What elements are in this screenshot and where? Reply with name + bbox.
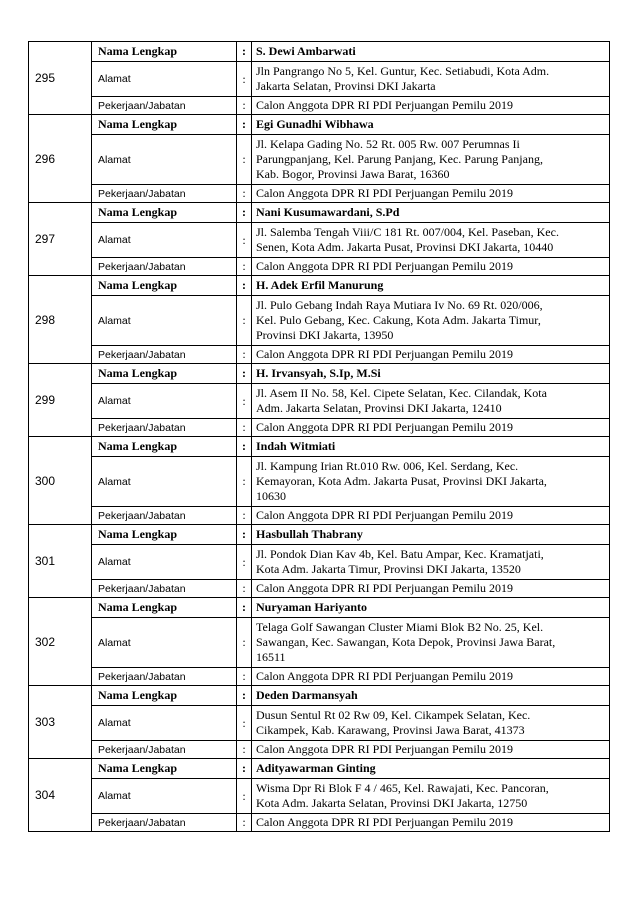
job-label: Pekerjaan/Jabatan xyxy=(92,97,237,115)
record-job-row xyxy=(29,814,610,832)
address-label: Alamat xyxy=(92,384,237,419)
record-job-row xyxy=(29,346,610,364)
address-label: Alamat xyxy=(92,545,237,580)
address-line: Kota Adm. Jakarta Selatan, Provinsi DKI Jakarta, 12750 xyxy=(256,796,528,810)
job-value: Calon Anggota DPR RI PDI Perjuangan Pemilu 2019 xyxy=(252,97,610,115)
name-label: Nama Lengkap xyxy=(92,437,237,457)
full-name-value: Adityawarman Ginting xyxy=(252,759,610,779)
address-line: Adm. Jakarta Selatan, Provinsi DKI Jakarta, 12410 xyxy=(256,401,502,415)
record-address-row xyxy=(29,62,610,97)
address-value xyxy=(252,62,610,97)
record-name-row xyxy=(29,115,610,135)
record-number: 299 xyxy=(29,364,92,437)
record-job-row xyxy=(29,97,610,115)
address-line: Wisma Dpr Ri Blok F 4 / 465, Kel. Rawajati, Kec. Pancoran, xyxy=(256,781,549,795)
colon-separator: : xyxy=(237,419,252,437)
address-label: Alamat xyxy=(92,62,237,97)
job-value: Calon Anggota DPR RI PDI Perjuangan Pemilu 2019 xyxy=(252,185,610,203)
job-value: Calon Anggota DPR RI PDI Perjuangan Pemilu 2019 xyxy=(252,507,610,525)
record-number: 298 xyxy=(29,276,92,364)
colon-separator: : xyxy=(237,276,252,296)
colon-separator: : xyxy=(237,364,252,384)
colon-separator: : xyxy=(237,686,252,706)
record-number: 297 xyxy=(29,203,92,276)
colon-separator: : xyxy=(237,814,252,832)
colon-separator: : xyxy=(237,759,252,779)
colon-separator: : xyxy=(237,115,252,135)
job-label: Pekerjaan/Jabatan xyxy=(92,580,237,598)
record-name-row xyxy=(29,686,610,706)
address-line: Jl. Kampung Irian Rt.010 Rw. 006, Kel. Serdang, Kec. xyxy=(256,459,519,473)
record-job-row xyxy=(29,580,610,598)
job-value: Calon Anggota DPR RI PDI Perjuangan Pemilu 2019 xyxy=(252,258,610,276)
record-job-row xyxy=(29,668,610,686)
colon-separator: : xyxy=(237,42,252,62)
colon-separator: : xyxy=(237,507,252,525)
address-line: Jl. Salemba Tengah Viii/C 181 Rt. 007/004, Kel. Paseban, Kec. xyxy=(256,225,559,239)
record-address-row xyxy=(29,296,610,346)
colon-separator: : xyxy=(237,668,252,686)
name-label: Nama Lengkap xyxy=(92,525,237,545)
record-address-row xyxy=(29,457,610,507)
record-address-row xyxy=(29,135,610,185)
full-name-value: H. Adek Erfil Manurung xyxy=(252,276,610,296)
address-label: Alamat xyxy=(92,779,237,814)
address-value xyxy=(252,618,610,668)
address-label: Alamat xyxy=(92,457,237,507)
address-line: Jl. Pondok Dian Kav 4b, Kel. Batu Ampar, Kec. Kramatjati, xyxy=(256,547,544,561)
job-label: Pekerjaan/Jabatan xyxy=(92,258,237,276)
address-value xyxy=(252,296,610,346)
record-address-row xyxy=(29,223,610,258)
name-label: Nama Lengkap xyxy=(92,42,237,62)
full-name-value: Egi Gunadhi Wibhawa xyxy=(252,115,610,135)
job-value: Calon Anggota DPR RI PDI Perjuangan Pemilu 2019 xyxy=(252,419,610,437)
job-label: Pekerjaan/Jabatan xyxy=(92,741,237,759)
colon-separator: : xyxy=(237,741,252,759)
name-label: Nama Lengkap xyxy=(92,203,237,223)
address-line: Telaga Golf Sawangan Cluster Miami Blok B2 No. 25, Kel. xyxy=(256,620,544,634)
record-number: 303 xyxy=(29,686,92,759)
colon-separator: : xyxy=(237,62,252,97)
address-value xyxy=(252,135,610,185)
name-label: Nama Lengkap xyxy=(92,364,237,384)
address-label: Alamat xyxy=(92,223,237,258)
record-number: 295 xyxy=(29,42,92,115)
record-name-row xyxy=(29,364,610,384)
record-number: 300 xyxy=(29,437,92,525)
record-name-row xyxy=(29,525,610,545)
colon-separator: : xyxy=(237,706,252,741)
record-name-row xyxy=(29,598,610,618)
record-number: 296 xyxy=(29,115,92,203)
record-address-row xyxy=(29,545,610,580)
address-line: Sawangan, Kec. Sawangan, Kota Depok, Provinsi Jawa Barat, xyxy=(256,635,556,649)
address-line: Dusun Sentul Rt 02 Rw 09, Kel. Cikampek Selatan, Kec. xyxy=(256,708,531,722)
colon-separator: : xyxy=(237,346,252,364)
candidate-table xyxy=(28,41,610,832)
colon-separator: : xyxy=(237,97,252,115)
address-line: Parungpanjang, Kel. Parung Panjang, Kec. Parung Panjang, xyxy=(256,152,543,166)
address-line: Jln Pangrango No 5, Kel. Guntur, Kec. Setiabudi, Kota Adm. xyxy=(256,64,550,78)
record-address-row xyxy=(29,706,610,741)
colon-separator: : xyxy=(237,185,252,203)
address-line: Kel. Pulo Gebang, Kec. Cakung, Kota Adm. Jakarta Timur, xyxy=(256,313,541,327)
address-label: Alamat xyxy=(92,135,237,185)
job-label: Pekerjaan/Jabatan xyxy=(92,668,237,686)
candidate-table-body xyxy=(29,42,610,832)
name-label: Nama Lengkap xyxy=(92,686,237,706)
colon-separator: : xyxy=(237,779,252,814)
name-label: Nama Lengkap xyxy=(92,598,237,618)
address-line: 10630 xyxy=(256,489,286,503)
colon-separator: : xyxy=(237,618,252,668)
full-name-value: Deden Darmansyah xyxy=(252,686,610,706)
address-line: Provinsi DKI Jakarta, 13950 xyxy=(256,328,394,342)
address-label: Alamat xyxy=(92,618,237,668)
address-value xyxy=(252,457,610,507)
colon-separator: : xyxy=(237,525,252,545)
colon-separator: : xyxy=(237,203,252,223)
record-job-row xyxy=(29,185,610,203)
colon-separator: : xyxy=(237,296,252,346)
job-label: Pekerjaan/Jabatan xyxy=(92,814,237,832)
address-line: Kota Adm. Jakarta Timur, Provinsi DKI Jakarta, 13520 xyxy=(256,562,521,576)
record-name-row xyxy=(29,276,610,296)
job-value: Calon Anggota DPR RI PDI Perjuangan Pemilu 2019 xyxy=(252,580,610,598)
colon-separator: : xyxy=(237,258,252,276)
record-job-row xyxy=(29,258,610,276)
record-number: 304 xyxy=(29,759,92,832)
document-page xyxy=(28,41,610,832)
record-name-row xyxy=(29,203,610,223)
address-label: Alamat xyxy=(92,296,237,346)
record-address-row xyxy=(29,618,610,668)
full-name-value: H. Irvansyah, S.Ip, M.Si xyxy=(252,364,610,384)
address-line: Jl. Asem II No. 58, Kel. Cipete Selatan, Kec. Cilandak, Kota xyxy=(256,386,547,400)
address-line: Jakarta Selatan, Provinsi DKI Jakarta xyxy=(256,79,436,93)
colon-separator: : xyxy=(237,580,252,598)
colon-separator: : xyxy=(237,223,252,258)
name-label: Nama Lengkap xyxy=(92,276,237,296)
address-label: Alamat xyxy=(92,706,237,741)
full-name-value: Hasbullah Thabrany xyxy=(252,525,610,545)
full-name-value: Nuryaman Hariyanto xyxy=(252,598,610,618)
address-line: Kab. Bogor, Provinsi Jawa Barat, 16360 xyxy=(256,167,450,181)
full-name-value: S. Dewi Ambarwati xyxy=(252,42,610,62)
job-label: Pekerjaan/Jabatan xyxy=(92,346,237,364)
record-number: 302 xyxy=(29,598,92,686)
name-label: Nama Lengkap xyxy=(92,115,237,135)
colon-separator: : xyxy=(237,384,252,419)
colon-separator: : xyxy=(237,598,252,618)
address-line: Senen, Kota Adm. Jakarta Pusat, Provinsi DKI Jakarta, 10440 xyxy=(256,240,554,254)
job-value: Calon Anggota DPR RI PDI Perjuangan Pemilu 2019 xyxy=(252,741,610,759)
job-value: Calon Anggota DPR RI PDI Perjuangan Pemilu 2019 xyxy=(252,346,610,364)
colon-separator: : xyxy=(237,437,252,457)
address-line: 16511 xyxy=(256,650,286,664)
full-name-value: Nani Kusumawardani, S.Pd xyxy=(252,203,610,223)
colon-separator: : xyxy=(237,545,252,580)
address-line: Kemayoran, Kota Adm. Jakarta Pusat, Provinsi DKI Jakarta, xyxy=(256,474,547,488)
address-line: Jl. Kelapa Gading No. 52 Rt. 005 Rw. 007 Perumnas Ii xyxy=(256,137,520,151)
job-value: Calon Anggota DPR RI PDI Perjuangan Pemilu 2019 xyxy=(252,668,610,686)
name-label: Nama Lengkap xyxy=(92,759,237,779)
record-address-row xyxy=(29,384,610,419)
address-value xyxy=(252,779,610,814)
job-label: Pekerjaan/Jabatan xyxy=(92,507,237,525)
job-label: Pekerjaan/Jabatan xyxy=(92,419,237,437)
job-label: Pekerjaan/Jabatan xyxy=(92,185,237,203)
record-job-row xyxy=(29,507,610,525)
address-value xyxy=(252,223,610,258)
job-value: Calon Anggota DPR RI PDI Perjuangan Pemilu 2019 xyxy=(252,814,610,832)
colon-separator: : xyxy=(237,457,252,507)
address-line: Cikampek, Kab. Karawang, Provinsi Jawa Barat, 41373 xyxy=(256,723,525,737)
address-value xyxy=(252,384,610,419)
full-name-value: Indah Witmiati xyxy=(252,437,610,457)
address-line: Jl. Pulo Gebang Indah Raya Mutiara Iv No. 69 Rt. 020/006, xyxy=(256,298,543,312)
record-address-row xyxy=(29,779,610,814)
address-value xyxy=(252,706,610,741)
record-name-row xyxy=(29,437,610,457)
colon-separator: : xyxy=(237,135,252,185)
address-value xyxy=(252,545,610,580)
record-job-row xyxy=(29,419,610,437)
record-number: 301 xyxy=(29,525,92,598)
record-name-row xyxy=(29,759,610,779)
record-job-row xyxy=(29,741,610,759)
record-name-row xyxy=(29,42,610,62)
